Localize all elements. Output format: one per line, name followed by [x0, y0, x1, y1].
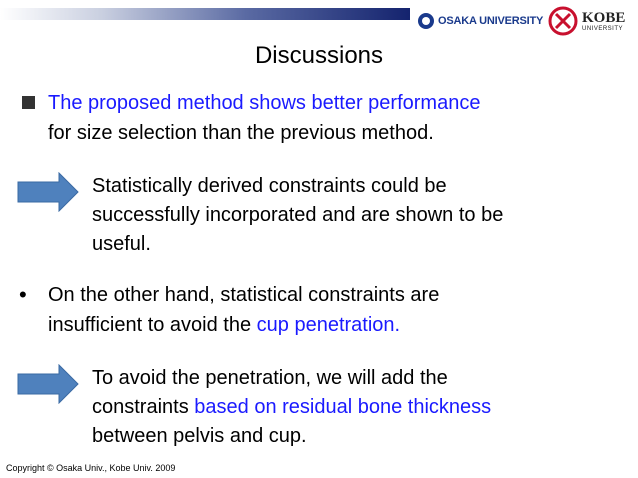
osaka-logo-text: OSAKA UNIVERSITY [438, 15, 544, 27]
bullet-2-line-2 [48, 310, 439, 340]
conclusion-1-line-2: successfully incorporated and are shown to be [92, 204, 504, 226]
conclusion-2-line-1: To avoid the penetration, we will add the [92, 367, 448, 389]
right-arrow-icon [17, 172, 79, 212]
conclusion-2-line-3: between pelvis and cup. [92, 425, 307, 447]
copyright-footer: Copyright © Osaka Univ., Kobe Univ. 2009 [6, 463, 176, 473]
conclusion-1 [92, 172, 503, 259]
conclusion-1-line-3: useful. [92, 233, 151, 255]
round-bullet-icon: • [19, 282, 27, 307]
conclusion-2-line-2-prefix: constraints [92, 396, 195, 418]
osaka-emblem-icon [418, 13, 434, 29]
slide-title: Discussions [254, 42, 384, 69]
kobe-university-logo [548, 6, 625, 36]
conclusion-2-line-2 [92, 393, 491, 422]
bullet-1 [48, 88, 480, 148]
bullet-1-rest: for size selection than the previous method. [48, 122, 434, 144]
header-gradient-bar [0, 8, 410, 20]
bullet-2-highlight: cup penetration. [256, 314, 401, 336]
kobe-logo-sub: UNIVERSITY [582, 25, 624, 32]
bullet-1-highlight: The proposed method shows better performance [48, 92, 481, 114]
conclusion-2 [92, 364, 491, 451]
bullet-2-line-1: On the other hand, statistical constraints are [48, 284, 440, 306]
conclusion-1-line-1: Statistically derived constraints could be [92, 175, 447, 197]
bullet-2 [48, 280, 439, 340]
bullet-2-line-2-prefix: insufficient to avoid the [48, 314, 257, 336]
osaka-university-logo [418, 12, 543, 30]
kobe-logo-main: KOBE [582, 9, 626, 26]
conclusion-2-highlight: based on residual bone thickness [194, 396, 492, 418]
kobe-emblem-icon [548, 6, 578, 36]
square-bullet-icon [22, 96, 35, 109]
right-arrow-icon [17, 364, 79, 404]
